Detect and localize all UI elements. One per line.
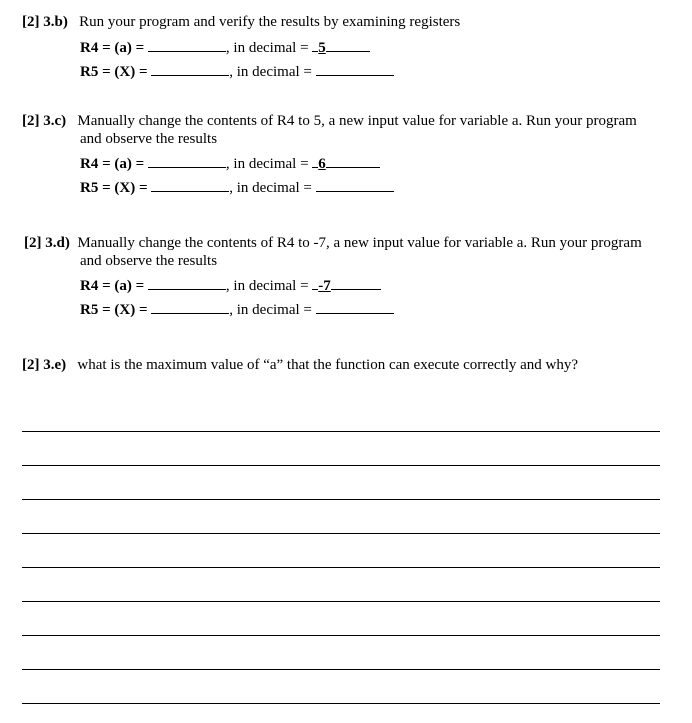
decimal-answer-field[interactable]	[316, 299, 394, 314]
register-label: R5 = (X) =	[80, 302, 148, 318]
question-number: [2] 3.e)	[22, 357, 67, 373]
register-label: R5 = (X) =	[80, 180, 148, 196]
answer-line[interactable]	[22, 635, 660, 636]
hex-answer-field[interactable]	[151, 299, 229, 314]
decimal-answer-field[interactable]	[316, 61, 394, 76]
register-row-r4	[80, 153, 380, 173]
question-3e	[22, 356, 578, 374]
question-text: Manually change the contents of R4 to 5, a new input value for variable a. Run your program	[77, 113, 637, 129]
register-label: R4 = (a) =	[80, 40, 145, 56]
question-number: [2] 3.d)	[24, 235, 70, 251]
decimal-answer-field[interactable]	[326, 153, 380, 168]
register-label: R4 = (a) =	[80, 156, 145, 172]
register-row-r4	[80, 275, 381, 295]
question-text: what is the maximum value of “a” that the function can execute correctly and why?	[77, 357, 579, 373]
register-row-r5	[80, 299, 394, 319]
register-label: R5 = (X) =	[80, 64, 148, 80]
decimal-value[interactable]: -7	[318, 278, 331, 294]
question-text: Run your program and verify the results by examining registers	[79, 14, 461, 30]
decimal-answer-field[interactable]	[316, 177, 394, 192]
answer-line[interactable]	[22, 601, 660, 602]
decimal-value[interactable]: 6	[318, 156, 326, 172]
question-3d	[24, 234, 642, 252]
register-row-r4	[80, 37, 370, 57]
answer-line[interactable]	[22, 431, 660, 432]
register-label: R4 = (a) =	[80, 278, 145, 294]
register-row-r5	[80, 61, 394, 81]
hex-answer-field[interactable]	[148, 37, 226, 52]
decimal-answer-field[interactable]	[331, 275, 381, 290]
decimal-label: , in decimal =	[229, 302, 312, 318]
decimal-label: , in decimal =	[229, 64, 312, 80]
answer-line[interactable]	[22, 533, 660, 534]
question-number: [2] 3.b)	[22, 14, 68, 30]
register-row-r5	[80, 177, 394, 197]
answer-line[interactable]	[22, 465, 660, 466]
question-3c	[22, 112, 637, 130]
question-3c-line2: and observe the results	[80, 131, 218, 147]
decimal-label: , in decimal =	[225, 278, 313, 294]
decimal-value[interactable]: 5	[318, 40, 326, 56]
question-text: Manually change the contents of R4 to -7, a new input value for variable a. Run your program	[77, 235, 642, 251]
answer-line[interactable]	[22, 669, 660, 670]
question-3d-line2: and observe the results	[80, 253, 218, 269]
decimal-answer-field[interactable]	[326, 37, 370, 52]
question-number: [2] 3.c)	[22, 113, 67, 129]
hex-answer-field[interactable]	[148, 275, 226, 290]
decimal-label: , in decimal =	[225, 156, 313, 172]
decimal-label: , in decimal =	[225, 40, 313, 56]
answer-line[interactable]	[22, 567, 660, 568]
hex-answer-field[interactable]	[151, 177, 229, 192]
question-3b	[22, 13, 460, 31]
answer-line[interactable]	[22, 499, 660, 500]
hex-answer-field[interactable]	[151, 61, 229, 76]
decimal-label: , in decimal =	[229, 180, 312, 196]
answer-line[interactable]	[22, 703, 660, 704]
hex-answer-field[interactable]	[148, 153, 226, 168]
